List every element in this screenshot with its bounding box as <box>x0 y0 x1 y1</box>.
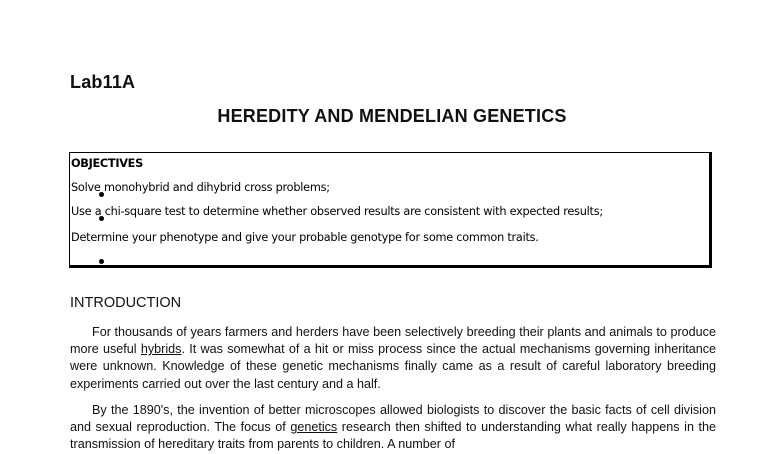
lab-number: Lab11A <box>70 72 136 92</box>
objectives-box <box>69 152 712 268</box>
intro-paragraph <box>70 402 716 454</box>
objective-item: Use a chi-square test to determine whether observed results are consistent with expected results; <box>71 205 603 218</box>
objectives-heading: OBJECTIVES <box>71 157 143 170</box>
introduction-heading: INTRODUCTION <box>70 295 182 311</box>
paragraph-text: By the 1890's, the invention of better microscopes allowed biologists to discover the basic facts of cell division and sexual reproduction. The focus of <box>70 403 716 435</box>
objective-item: Solve monohybrid and dihybrid cross problems; <box>71 181 330 194</box>
paragraph-text: For thousands of years farmers and herders have been selectively breeding their plants and animals to produce more useful <box>70 325 716 357</box>
intro-paragraph <box>70 324 716 393</box>
paragraph-text: . It was somewhat of a hit or miss process since the actual mechanisms governing inheritance were unknown. Knowledge of these genetic mechanisms finally came as a result of careful laboratory breeding experiments carried out over the last century and a half. <box>70 342 716 391</box>
bullet-icon <box>99 259 104 264</box>
page-title: HEREDITY AND MENDELIAN GENETICS <box>217 106 567 126</box>
hybrids-link[interactable]: hybrids <box>140 342 182 357</box>
objective-item: Determine your phenotype and give your probable genotype for some common traits. <box>71 231 539 244</box>
paragraph-text: research then shifted to understanding what really happens in the transmission of hereditary traits from parents to children. A number of <box>70 420 716 452</box>
genetics-link[interactable]: genetics <box>290 420 338 435</box>
